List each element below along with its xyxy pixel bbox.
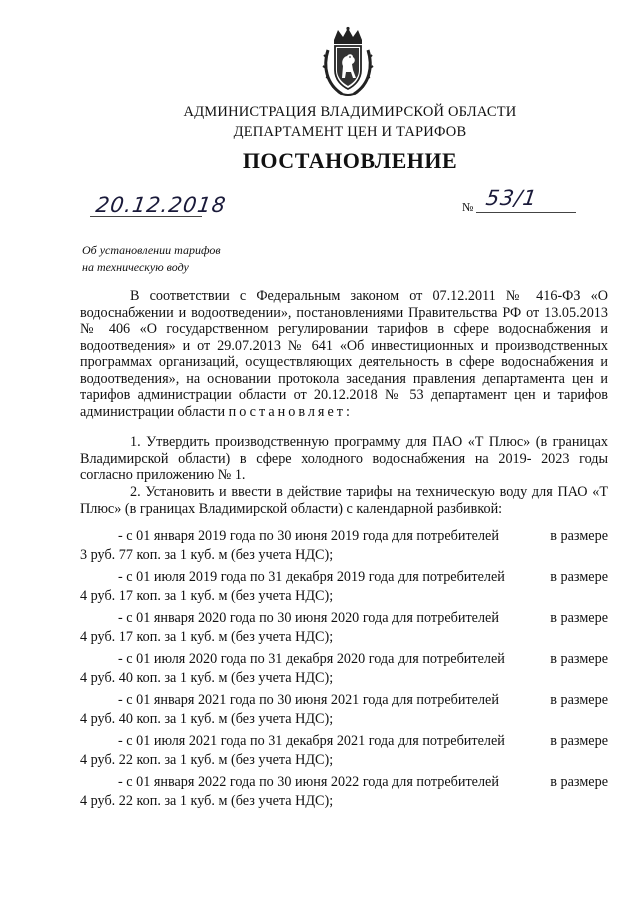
document-number-handwritten: 53/1 xyxy=(484,186,539,210)
period-tail: в размере xyxy=(550,651,608,667)
period-price: 4 руб. 17 коп. за 1 куб. м (без учета НДС); xyxy=(80,628,334,645)
period-tail: в размере xyxy=(550,733,608,749)
period-range: - с 01 января 2022 года по 30 июня 2022 года для потребителей xyxy=(118,774,499,790)
tariff-period xyxy=(80,732,608,769)
document-date-handwritten: 20.12.2018 xyxy=(94,193,228,217)
period-price: 3 руб. 77 коп. за 1 куб. м (без учета НДС); xyxy=(80,546,334,563)
period-price: 4 руб. 40 коп. за 1 куб. м (без учета НДС); xyxy=(80,710,334,727)
period-tail: в размере xyxy=(550,774,608,790)
period-range: - с 01 июля 2021 года по 31 декабря 2021 года для потребителей xyxy=(118,733,505,749)
department-name: ДЕПАРТАМЕНТ ЦЕН И ТАРИФОВ xyxy=(233,124,467,140)
period-range: - с 01 июля 2020 года по 31 декабря 2020 года для потребителей xyxy=(118,651,505,667)
document-type-title: ПОСТАНОВЛЕНИЕ xyxy=(242,148,458,173)
resolves-word: постановляет: xyxy=(228,403,353,420)
subject-line-1: Об установлении тарифов xyxy=(82,243,221,257)
period-range: - с 01 июля 2019 года по 31 декабря 2019 года для потребителей xyxy=(118,569,505,585)
tariff-period xyxy=(80,691,608,728)
document-subject xyxy=(82,242,221,276)
period-range: - с 01 января 2019 года по 30 июня 2019 года для потребителей xyxy=(118,528,499,544)
preamble-text: В соответствии с Федеральным законом от 07.12.2011 № 416-ФЗ «О водоснабжении и водоотведении», постановлениями Правительства РФ от 13.05.2013 № 406 «О государственном регулировании тарифов в сфере водоснабжения и водоотведения» и от 29.07.2013 № 641 «Об инвестиционных и производственных программах организаций, осуществляющих деятельность в сфере водоснабжения и водоотведения», на основании протокола заседания правления департамента цен и тарифов администрации области от 20.12.2018 № 53 департамент цен и тарифов администрации области xyxy=(80,288,608,420)
period-tail: в размере xyxy=(550,528,608,544)
period-tail: в размере xyxy=(550,569,608,585)
period-tail: в размере xyxy=(550,692,608,708)
organization-name: АДМИНИСТРАЦИЯ ВЛАДИМИРСКОЙ ОБЛАСТИ xyxy=(183,104,517,120)
tariff-period xyxy=(80,650,608,687)
preamble-paragraph xyxy=(80,288,608,420)
item-1-paragraph: 1. Утвердить производственную программу для ПАО «Т Плюс» (в границах Владимирской области) в сфере холодного водоснабжения на 2019- 2023 годы согласно приложению № 1. xyxy=(80,434,608,483)
subject-line-2: на техническую воду xyxy=(82,260,189,274)
period-price: 4 руб. 22 коп. за 1 куб. м (без учета НДС); xyxy=(80,751,334,768)
period-price: 4 руб. 22 коп. за 1 куб. м (без учета НДС); xyxy=(80,792,334,809)
tariff-period xyxy=(80,609,608,646)
coat-of-arms-emblem xyxy=(322,26,374,98)
number-sign: № xyxy=(462,200,474,214)
period-tail: в размере xyxy=(550,610,608,626)
period-price: 4 руб. 17 коп. за 1 куб. м (без учета НДС); xyxy=(80,587,334,604)
tariff-period xyxy=(80,527,608,564)
item-2-paragraph: 2. Установить и ввести в действие тарифы на техническую воду для ПАО «Т Плюс» (в границах Владимирской области) с календарной разбивкой: xyxy=(80,484,608,517)
number-underline xyxy=(476,212,576,213)
tariff-period xyxy=(80,568,608,605)
tariff-period xyxy=(80,773,608,810)
period-range: - с 01 января 2020 года по 30 июня 2020 года для потребителей xyxy=(118,610,499,626)
date-underline xyxy=(90,216,202,217)
period-price: 4 руб. 40 коп. за 1 куб. м (без учета НДС); xyxy=(80,669,334,686)
period-range: - с 01 января 2021 года по 30 июня 2021 года для потребителей xyxy=(118,692,499,708)
